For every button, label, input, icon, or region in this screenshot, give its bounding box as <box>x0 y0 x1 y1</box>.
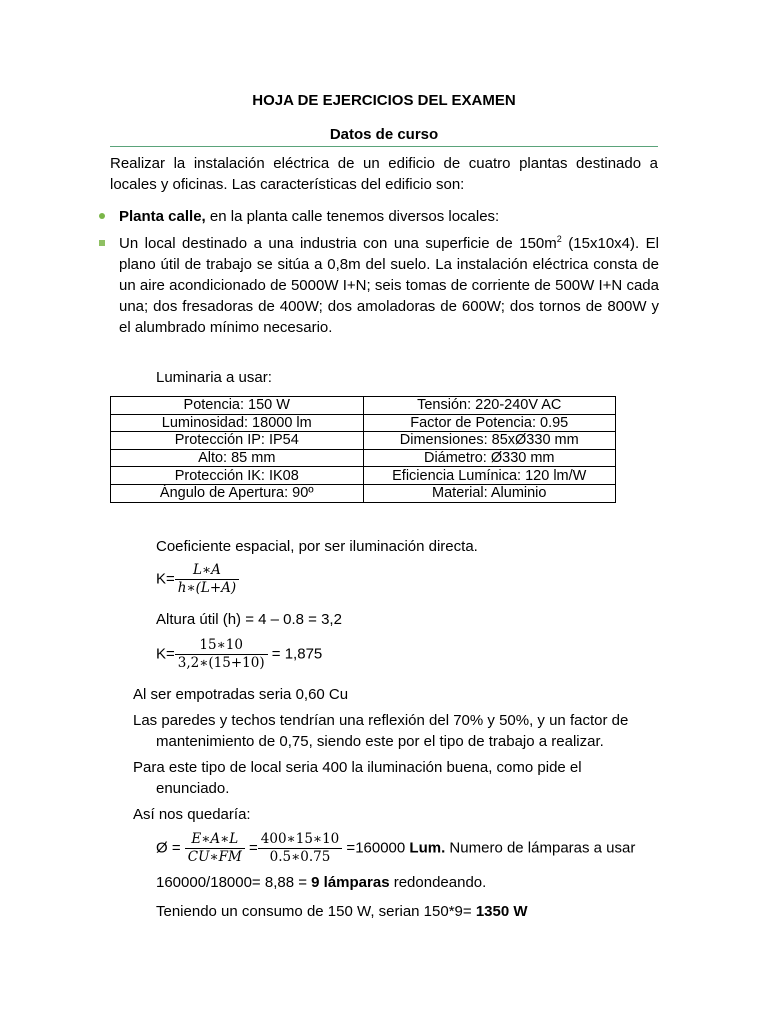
table-cell: Tensión: 220-240V AC <box>363 397 616 415</box>
table-cell: Potencia: 150 W <box>111 397 364 415</box>
paragraph-line: enunciado. <box>156 780 230 797</box>
local-paragraph <box>133 757 659 799</box>
table-cell: Diámetro: Ø330 mm <box>363 449 616 467</box>
table-cell: Factor de Potencia: 0.95 <box>363 414 616 432</box>
superscript: 2 <box>556 234 562 244</box>
consumo-result: 1350 W <box>475 903 528 920</box>
table-row <box>111 414 616 432</box>
coeficiente-text: Coeficiente espacial, por ser iluminación directa. <box>156 538 478 555</box>
table-row <box>111 467 616 485</box>
denominator: 3,2∗(15+10) <box>177 655 265 671</box>
paredes-paragraph <box>133 710 659 752</box>
fraction <box>175 637 268 672</box>
consumo-text: Teniendo un consumo de 150 W, serian 150*9= <box>156 903 476 920</box>
formula-phi <box>156 831 635 866</box>
luminaria-table <box>110 396 616 503</box>
table-cell: Protección IK: IK08 <box>111 467 364 485</box>
table-row <box>111 397 616 415</box>
paragraph-line: Para este tipo de local seria 400 la iluminación buena, como pide el <box>133 759 582 776</box>
numerator: 400∗15∗10 <box>258 831 342 849</box>
table-cell: Ángulo de Apertura: 90º <box>111 484 364 502</box>
table-cell: Material: Aluminio <box>363 484 616 502</box>
denominator: 0.5∗0.75 <box>269 849 331 865</box>
paragraph-line: mantenimiento de 0,75, siendo este por el tipo de trabajo a realizar. <box>156 733 604 750</box>
lum-unit: Lum. <box>409 839 446 857</box>
denominator: CU∗FM <box>187 849 242 865</box>
altura-text: Altura útil (h) = 4 – 0.8 = 3,2 <box>156 611 342 628</box>
table-row <box>111 432 616 450</box>
formula-k <box>156 562 239 597</box>
paragraph-line: Las paredes y techos tendrían una reflexión del 70% y 50%, y un factor de <box>133 712 629 729</box>
formula-label: K= <box>156 645 175 663</box>
bullet-item-planta-calle <box>119 206 659 227</box>
fraction <box>185 831 245 866</box>
intro-paragraph: Realizar la instalación eléctrica de un edificio de cuatro plantas destinado a locales y oficinas. Las características del edificio son: <box>110 155 658 193</box>
luminaria-label: Luminaria a usar: <box>156 369 272 386</box>
formula-equals: = <box>244 839 258 857</box>
fraction <box>175 562 239 597</box>
fraction <box>258 831 342 866</box>
table-cell: Dimensiones: 85xØ330 mm <box>363 432 616 450</box>
formula-trailing-text: Numero de lámparas a usar <box>445 839 636 857</box>
bullet-square-icon <box>99 240 105 246</box>
formula-label: K= <box>156 570 175 588</box>
bullet-text: en la planta calle tenemos diversos locales: <box>205 208 500 225</box>
document-title: HOJA DE EJERCICIOS DEL EXAMEN <box>252 92 516 109</box>
numerator: 15∗10 <box>175 637 268 655</box>
lamparas-line <box>156 872 486 893</box>
numerator: L∗A <box>175 562 239 580</box>
bullet-bold: Planta calle, <box>119 208 206 225</box>
bullet-text-continued: (15x10x4). El plano útil de trabajo se sitúa a 0,8m del suelo. La instalación eléctrica consta de un aire acondicionado de 5000W I+N; seis tomas de corriente de 500W I+N cada una; dos fresadoras de 400W; dos amoladoras de 600W; dos tornos de 800W y el alumbrado mínimo necesario. <box>119 235 660 336</box>
numerator: E∗A∗L <box>185 831 245 849</box>
formula-label: Ø = <box>156 839 185 857</box>
table-row <box>111 449 616 467</box>
lamparas-calc: 160000/18000= 8,88 = <box>156 874 312 891</box>
table-cell: Eficiencia Lumínica: 120 lm/W <box>363 467 616 485</box>
bullet-item-local <box>119 233 659 338</box>
section-subtitle: Datos de curso <box>329 126 439 143</box>
table-cell: Alto: 85 mm <box>111 449 364 467</box>
table-cell: Protección IP: IP54 <box>111 432 364 450</box>
lamparas-suffix: redondeando. <box>389 874 487 891</box>
empotradas-text: Al ser empotradas seria 0,60 Cu <box>133 686 349 703</box>
lamparas-result: 9 lámparas <box>311 874 390 891</box>
formula-k-values <box>156 637 322 672</box>
consumo-line <box>156 901 528 922</box>
bullet-text: Un local destinado a una industria con una superficie de 150m <box>119 235 557 252</box>
section-divider <box>110 146 658 147</box>
asi-text: Así nos quedaría: <box>133 806 251 823</box>
formula-result: = 1,875 <box>267 645 323 663</box>
denominator: h∗(L+A) <box>177 580 237 596</box>
table-row <box>111 484 616 502</box>
bullet-dot-icon <box>99 213 105 219</box>
table-cell: Luminosidad: 18000 lm <box>111 414 364 432</box>
formula-result: =160000 <box>342 839 410 857</box>
